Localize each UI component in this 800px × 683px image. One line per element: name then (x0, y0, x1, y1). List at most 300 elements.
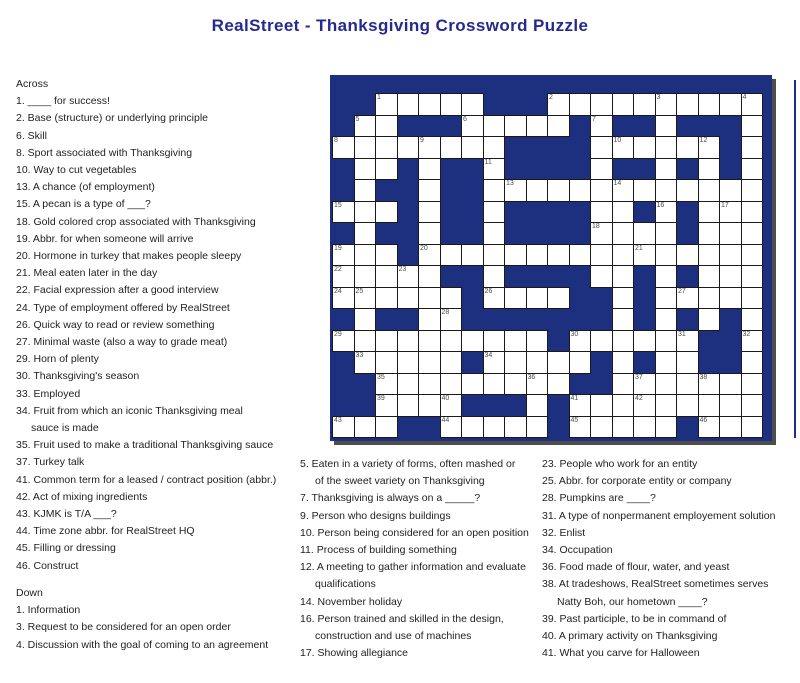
clue-line: 17. Showing allegiance (300, 647, 408, 660)
clue-line: 23. People who work for an entity (542, 458, 698, 470)
grid-cell (612, 136, 635, 159)
grid-cell (375, 136, 398, 159)
grid-cell (526, 287, 549, 310)
grid-cell (504, 373, 527, 396)
grid-cell (633, 373, 656, 396)
grid-cell (698, 244, 721, 267)
clue-line: 32. Enlist (542, 526, 586, 539)
clue-continuation-line: of the sweet variety on Thanksgiving (315, 475, 485, 488)
grid-cell (526, 115, 549, 138)
grid-cell (547, 179, 570, 202)
grid-cell (526, 373, 549, 396)
grid-cell (590, 416, 613, 439)
grid-cell-number: 24 (334, 287, 342, 295)
grid-cell-number: 11 (484, 158, 492, 166)
clue-line: 10. Way to cut vegetables (16, 164, 137, 177)
clue-line: 8. Sport associated with Thanksgiving (16, 146, 193, 159)
grid-cell (655, 136, 678, 159)
grid-cell-number: 19 (334, 244, 342, 252)
grid-cell (440, 351, 463, 374)
grid-cell (418, 287, 441, 310)
clue-line: 39. Past participle, to be in command of (542, 612, 727, 625)
grid-cell (354, 136, 377, 159)
across-clue-list (16, 93, 304, 575)
grid-cell (354, 158, 377, 181)
grid-cell (397, 330, 420, 353)
grid-cell-number: 46 (699, 416, 708, 424)
grid-cell (461, 93, 484, 116)
clue-line: 20. Hormone in turkey that makes people sleepy (16, 250, 242, 263)
grid-cell (719, 373, 742, 396)
grid-cell-number: 17 (721, 201, 729, 209)
clue-line: 10. Person being considered for an open position (300, 526, 529, 539)
grid-cell-number: 44 (441, 416, 450, 424)
grid-cell (354, 265, 377, 288)
grid-cell (483, 416, 506, 439)
clue-line: 41. What you carve for Halloween (542, 647, 700, 660)
clue-line: 1. Information (16, 604, 81, 617)
grid-cell (612, 394, 635, 417)
grid-cell (655, 394, 678, 417)
grid-cell (440, 136, 463, 159)
grid-cell (440, 287, 463, 310)
grid-cell (332, 201, 355, 224)
grid-cell (504, 244, 527, 267)
grid-cell (483, 115, 506, 138)
clue-line: 25. Abbr. for corporate entity or company (542, 475, 732, 488)
grid-cell-number: 34 (484, 352, 493, 359)
grid-cell (569, 179, 592, 202)
grid-cell (719, 179, 742, 202)
grid-cell (526, 351, 549, 374)
down-clues-column-right (542, 456, 798, 662)
grid-cell (655, 115, 678, 138)
grid-cell (590, 330, 613, 353)
grid-cell (633, 136, 656, 159)
clue-line: 40. A primary activity on Thanksgiving (542, 630, 718, 643)
clue-line: 30. Thanksgiving's season (16, 370, 140, 383)
grid-cell (483, 330, 506, 353)
clue-continuation-line: qualifications (315, 578, 376, 591)
grid-cell (440, 308, 463, 331)
grid-cell (590, 179, 613, 202)
grid-cell (655, 93, 678, 116)
clue-continuation-line: sauce is made (31, 422, 99, 435)
grid-cell-number: 4 (742, 94, 747, 101)
grid-cell (440, 416, 463, 439)
grid-cell-number: 40 (441, 395, 450, 402)
grid-cell (547, 244, 570, 267)
grid-cell (676, 373, 699, 396)
grid-cell (719, 93, 742, 116)
grid-cell-number: 12 (699, 137, 708, 144)
grid-cell (354, 416, 377, 439)
grid-cell-number: 14 (613, 180, 622, 187)
grid-cell (612, 179, 635, 202)
grid-cell (612, 351, 635, 374)
grid-cell (440, 93, 463, 116)
clue-line: 4. Discussion with the goal of coming to an agreement (16, 638, 269, 651)
grid-cell (633, 222, 656, 245)
grid-cell (698, 136, 721, 159)
down-clues-column-middle (300, 456, 542, 662)
grid-cell (440, 244, 463, 267)
clue-line: 42. Act of mixing ingredients (16, 490, 148, 503)
grid-cell (569, 244, 592, 267)
clue-line: 7. Thanksgiving is always on a _____? (300, 492, 481, 505)
grid-cell (590, 222, 613, 245)
grid-cell (698, 308, 721, 331)
grid-cell (354, 287, 377, 310)
grid-cell-number: 30 (570, 330, 579, 338)
grid-cell (375, 115, 398, 138)
grid-cell (375, 244, 398, 267)
clue-line: 19. Abbr. for when someone will arrive (16, 232, 194, 245)
grid-cell (354, 308, 377, 331)
grid-cell (741, 93, 764, 116)
down-clue-list-middle (300, 456, 542, 662)
grid-cell-number: 16 (656, 201, 665, 209)
grid-cell (612, 222, 635, 245)
clue-line: 22. Facial expression after a good interview (16, 284, 219, 297)
clue-line: 27. Minimal waste (also a way to grade meat) (16, 336, 228, 349)
clue-line: 2. Base (structure) or underlying principle (16, 112, 209, 125)
clue-line: 9. Person who designs buildings (300, 509, 451, 522)
grid-cell (440, 373, 463, 396)
clue-line: 34. Occupation (542, 544, 613, 557)
clue-line: 34. Fruit from which an iconic Thanksgiving meal (16, 404, 243, 417)
grid-cell-number: 8 (334, 137, 338, 144)
grid-cell (676, 136, 699, 159)
grid-cell (397, 93, 420, 116)
grid-cell (461, 330, 484, 353)
grid-cell (612, 416, 635, 439)
grid-cell (483, 158, 506, 181)
grid-cell (504, 351, 527, 374)
grid-cell-number: 28 (441, 309, 450, 316)
grid-cell-number: 27 (678, 287, 686, 295)
grid-cell-number: 5 (355, 115, 360, 123)
grid-cell (375, 416, 398, 439)
grid-cell (741, 115, 764, 138)
grid-cell (547, 287, 570, 310)
grid-cell (633, 416, 656, 439)
grid-cell (418, 179, 441, 202)
grid-cell-number: 45 (570, 416, 579, 424)
section-spacer (16, 575, 304, 585)
grid-cell (676, 394, 699, 417)
grid-cell (741, 373, 764, 396)
grid-cell (676, 351, 699, 374)
grid-cell-number: 41 (570, 395, 579, 402)
clue-continuation-line: construction and use of machines (315, 630, 472, 643)
grid-cell (633, 394, 656, 417)
clue-line: 15. A pecan is a type of ___? (16, 198, 151, 211)
grid-cell (676, 287, 699, 310)
grid-cell-number: 15 (334, 201, 342, 209)
clue-line: 38. At tradeshows, RealStreet sometimes serves (542, 578, 769, 591)
grid-cell-number: 10 (613, 137, 622, 144)
down-clue-list-left (16, 602, 304, 654)
grid-cell (590, 244, 613, 267)
grid-cell (504, 287, 527, 310)
grid-cell (397, 136, 420, 159)
grid-cell (741, 265, 764, 288)
grid-cell (354, 244, 377, 267)
grid-cell-number: 38 (699, 373, 708, 381)
clue-line: 6. Skill (16, 129, 47, 142)
grid-cell-number: 21 (635, 244, 643, 252)
grid-cell (612, 287, 635, 310)
clue-line: 44. Time zone abbr. for RealStreet HQ (16, 525, 195, 538)
grid-cell (418, 93, 441, 116)
grid-cell (418, 330, 441, 353)
grid-cell (741, 244, 764, 267)
across-clues-column (16, 76, 304, 654)
clue-line: 24. Type of employment offered by RealStreet (16, 301, 230, 314)
grid-cell (719, 265, 742, 288)
grid-cell (375, 373, 398, 396)
grid-cell (569, 394, 592, 417)
grid-cell (741, 394, 764, 417)
clue-line: 11. Process of building something (300, 544, 457, 557)
grid-cell (590, 93, 613, 116)
grid-cell (655, 351, 678, 374)
grid-cell (612, 330, 635, 353)
grid-cell (633, 244, 656, 267)
grid-cell (655, 373, 678, 396)
grid-cell (461, 373, 484, 396)
clue-line: 21. Meal eaten later in the day (16, 267, 158, 280)
grid-cell (655, 158, 678, 181)
grid-cell (375, 394, 398, 417)
grid-cell (483, 244, 506, 267)
grid-cell (418, 308, 441, 331)
grid-cell (375, 201, 398, 224)
grid-cell-number: 33 (355, 352, 364, 359)
clue-line: 37. Turkey talk (16, 456, 85, 469)
right-border-line (794, 80, 796, 438)
grid-cell (504, 179, 527, 202)
grid-cell (719, 201, 742, 224)
grid-cell (483, 373, 506, 396)
grid-cell (698, 93, 721, 116)
clue-line: 43. KJMK is T/A ___? (16, 508, 117, 521)
grid-cell-number: 1 (377, 94, 381, 101)
grid-cell (612, 244, 635, 267)
crossword-grid (330, 75, 772, 441)
grid-cell (418, 201, 441, 224)
grid-cell-number: 22 (334, 266, 342, 273)
grid-cell (354, 179, 377, 202)
grid-cell (741, 308, 764, 331)
grid-cell (461, 416, 484, 439)
grid-cell (397, 351, 420, 374)
grid-cell (397, 265, 420, 288)
grid-cell (655, 201, 678, 224)
clue-line: 5. Eaten in a variety of forms, often mashed or (300, 458, 516, 470)
grid-cell (590, 158, 613, 181)
down-heading: Down (16, 586, 43, 599)
grid-cell (332, 244, 355, 267)
grid-cell (633, 179, 656, 202)
grid-cell (547, 351, 570, 374)
grid-cell (375, 330, 398, 353)
grid-cell (526, 394, 549, 417)
clue-line: 14. November holiday (300, 595, 403, 608)
down-clue-list-right (542, 456, 798, 662)
grid-cell (612, 93, 635, 116)
clue-line: 12. A meeting to gather information and evaluate (300, 561, 526, 574)
grid-cell (332, 416, 355, 439)
grid-cell (375, 351, 398, 374)
grid-cell-number: 23 (398, 266, 407, 273)
grid-cell (719, 416, 742, 439)
grid-cell (483, 179, 506, 202)
grid-cell (698, 265, 721, 288)
clue-line: 31. A type of nonpermanent employement solution (542, 509, 776, 522)
grid-cell (612, 308, 635, 331)
clue-line: 18. Gold colored crop associated with Thanksgiving (16, 215, 256, 228)
grid-cell (526, 179, 549, 202)
grid-cell (741, 287, 764, 310)
grid-cell (354, 351, 377, 374)
grid-cell (332, 330, 355, 353)
grid-cell (569, 351, 592, 374)
clue-line: 29. Horn of plenty (16, 353, 99, 366)
grid-cell (375, 93, 398, 116)
clue-line: 46. Construct (16, 559, 79, 572)
grid-cell-number: 39 (377, 395, 385, 402)
grid-cell (612, 265, 635, 288)
grid-cell (676, 330, 699, 353)
grid-cell (698, 373, 721, 396)
grid-cell-number: 26 (484, 287, 493, 295)
grid-cell (418, 136, 441, 159)
grid-cell (547, 93, 570, 116)
grid-cell (504, 330, 527, 353)
grid-cell (526, 330, 549, 353)
grid-cell (354, 330, 377, 353)
grid-cell (461, 136, 484, 159)
clue-line: 36. Food made of flour, water, and yeast (542, 561, 730, 574)
grid-cell (655, 244, 678, 267)
grid-cell (676, 244, 699, 267)
grid-cell (375, 265, 398, 288)
grid-cell (397, 287, 420, 310)
grid-cell-number: 7 (592, 115, 596, 123)
grid-cell (655, 308, 678, 331)
grid-cell (418, 373, 441, 396)
grid-cell (590, 394, 613, 417)
grid-cell-number: 20 (420, 244, 428, 252)
grid-cell-number: 25 (355, 287, 364, 295)
grid-cell-number: 43 (334, 416, 342, 424)
grid-cell-number: 35 (377, 373, 385, 381)
grid-cell (375, 287, 398, 310)
grid-cell (354, 201, 377, 224)
grid-cell-number: 29 (334, 330, 342, 338)
grid-cell (655, 179, 678, 202)
grid-cell (526, 244, 549, 267)
grid-cell (633, 330, 656, 353)
clue-line: 28. Pumpkins are ____? (542, 492, 656, 505)
grid-cell (741, 158, 764, 181)
grid-cell (698, 287, 721, 310)
grid-cell (741, 330, 764, 353)
grid-cell (676, 93, 699, 116)
grid-cell-number: 32 (742, 330, 751, 338)
grid-cell (655, 416, 678, 439)
grid-cell-number: 6 (463, 115, 467, 123)
grid-cell (741, 416, 764, 439)
grid-cell (483, 351, 506, 374)
grid-cell (719, 394, 742, 417)
grid-cell (741, 351, 764, 374)
grid-cell-number: 36 (527, 373, 536, 381)
grid-cell (526, 416, 549, 439)
grid-cell (397, 373, 420, 396)
grid-cell (719, 287, 742, 310)
grid-cell (655, 287, 678, 310)
grid-cell (418, 158, 441, 181)
grid-cell-number: 13 (506, 180, 514, 187)
grid-cell (461, 244, 484, 267)
clue-line: 26. Quick way to read or review something (16, 318, 215, 331)
grid-cell (397, 394, 420, 417)
grid-cell (719, 244, 742, 267)
clue-line: 45. Filling or dressing (16, 542, 116, 555)
grid-cell (655, 222, 678, 245)
across-heading: Across (16, 78, 49, 90)
grid-cell (698, 158, 721, 181)
grid-cell (633, 93, 656, 116)
grid-cell (612, 201, 635, 224)
grid-cell (418, 351, 441, 374)
grid-cell (354, 222, 377, 245)
grid-cell (698, 201, 721, 224)
grid-cell (504, 416, 527, 439)
grid-cell (741, 136, 764, 159)
grid-cell (590, 265, 613, 288)
grid-cell (547, 115, 570, 138)
clue-line: 13. A chance (of employment) (16, 181, 155, 194)
grid-cell-number: 18 (592, 223, 600, 230)
grid-cell (483, 265, 506, 288)
grid-cell (698, 394, 721, 417)
clue-line: 16. Person trained and skilled in the design, (300, 612, 504, 625)
grid-cell (504, 115, 527, 138)
grid-cell (483, 136, 506, 159)
grid-cell-number: 31 (678, 330, 686, 338)
grid-cell (655, 330, 678, 353)
grid-cell (698, 416, 721, 439)
grid-cell-number: 9 (420, 137, 424, 144)
grid-cell (741, 201, 764, 224)
grid-cell (418, 394, 441, 417)
grid-cell (741, 179, 764, 202)
grid-cell (698, 179, 721, 202)
grid-cell (483, 222, 506, 245)
grid-cell-number: 2 (549, 94, 553, 101)
clue-continuation-line: Natty Boh, our hometown ____? (557, 595, 708, 608)
grid-cell-number: 3 (656, 94, 661, 101)
grid-cell (569, 93, 592, 116)
grid-cell (569, 330, 592, 353)
grid-cell-number: 42 (635, 395, 643, 402)
clue-line: 3. Request to be considered for an open order (16, 621, 231, 634)
grid-cell (418, 222, 441, 245)
